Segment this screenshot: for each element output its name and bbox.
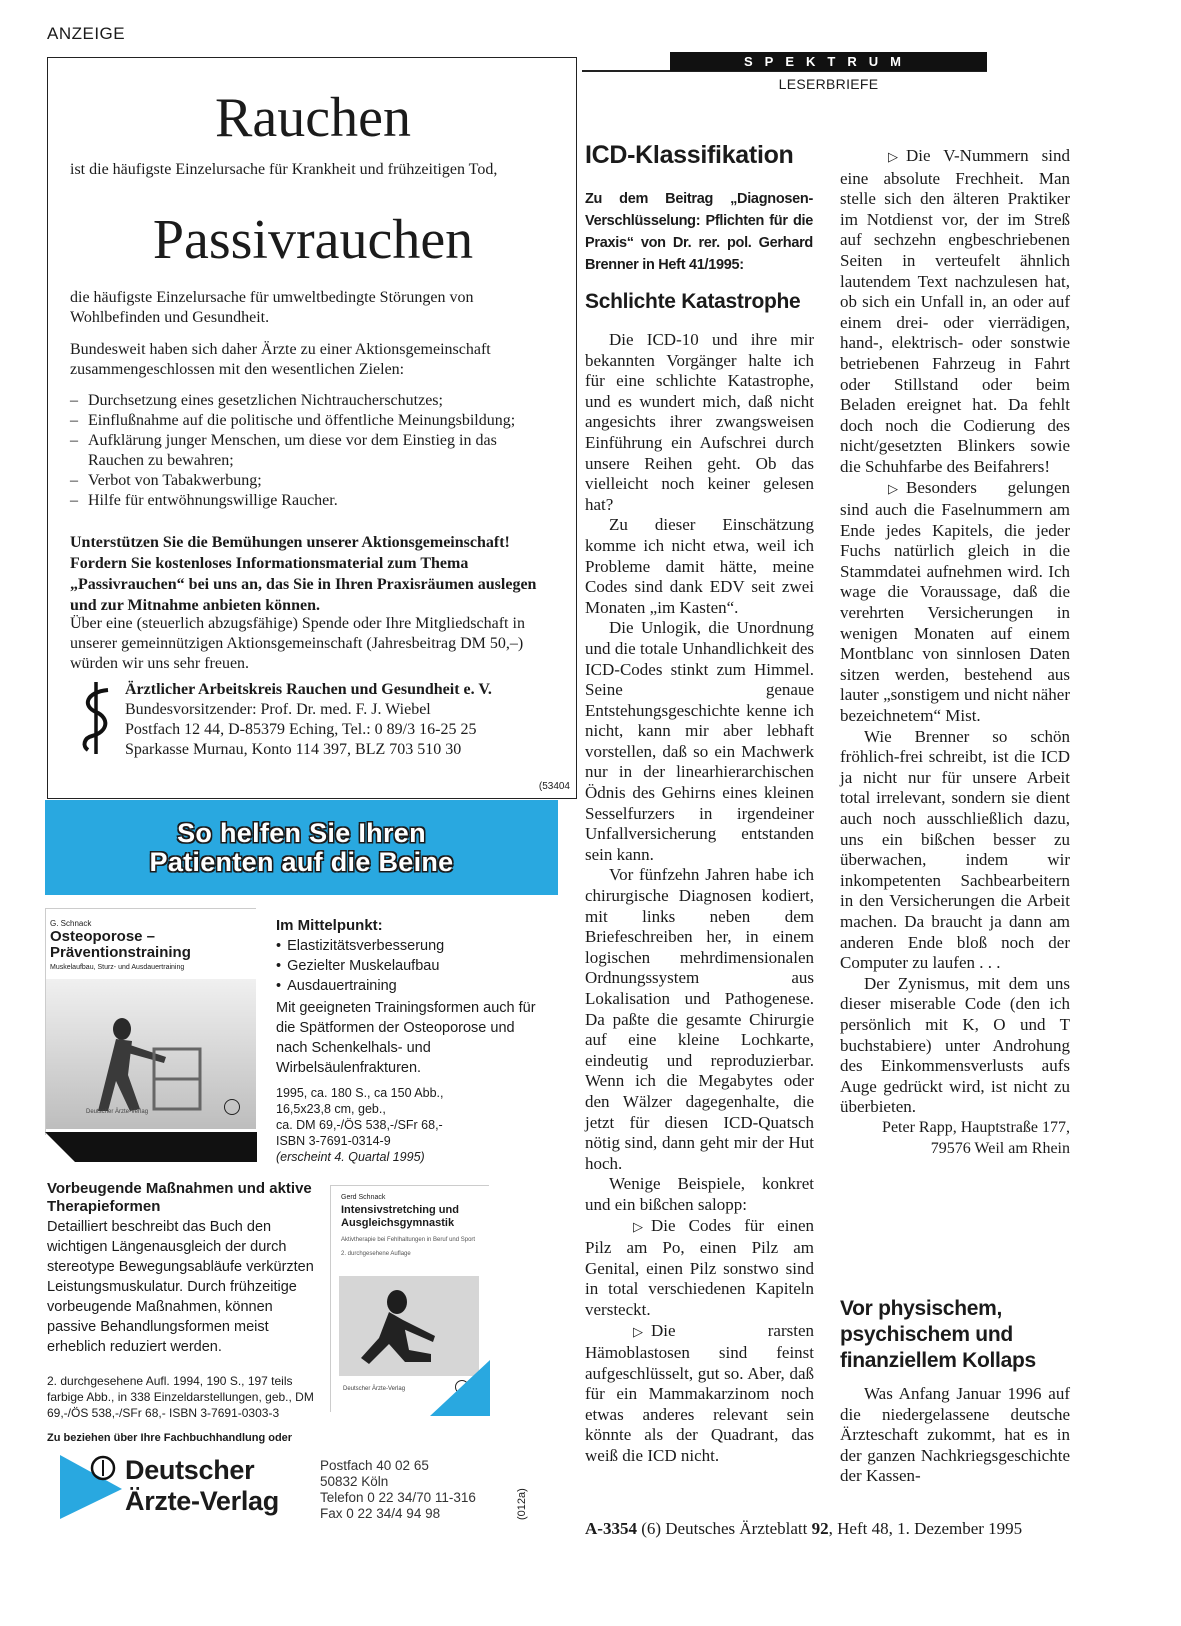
caduceus-icon (78, 680, 114, 756)
publisher-name (125, 1455, 279, 1517)
triangle-bullet-icon: ▷ (888, 150, 898, 165)
ad-code: (012a) (516, 1488, 528, 1520)
book2-details: 2. durchgesehene Aufl. 1994, 190 S., 197 teils farbige Abb., in 338 Einzeldarstellungen, geb., DM 69,-/ÖS 538,-/SFr 68,- ISBN 3-7691-0303-3 (47, 1374, 314, 1420)
bullet-paragraph (840, 146, 1070, 478)
book-shadow (330, 1360, 490, 1416)
article-reference: Zu dem Beitrag „Diagnosen-Verschlüsselung: Pflichten für die Praxis“ von Dr. rer. pol. Gerhard Brenner in Heft 41/1995: (585, 191, 813, 273)
book1-detail-line: ca. DM 69,-/ÖS 538,-/SFr 68,- (276, 1118, 443, 1132)
book-author: G. Schnack (50, 919, 92, 928)
donation-text: Über eine (steuerlich abzugsfähige) Spende oder Ihre Mitgliedschaft in unserer gemeinnützigen Aktionsgemeinschaft (Jahresbeitrag DM 50,–) würden wir uns sehr freuen. (70, 615, 525, 672)
book2-description: Detailliert beschreibt das Buch den wichtigen Längenausgleich der durch stereotype Bewegungsabläufe verkürzten Leistungsmuskulatur. Durch frühzeitige vorbeugende Maßnahmen, können passive Behandlungsformen meist erheblich reduziert werden. (47, 1219, 314, 1355)
ad-title: Rauchen (215, 87, 411, 149)
banner-line: So helfen Sie Ihren (177, 817, 426, 848)
issue-date: , Heft 48, 1. Dezember 1995 (828, 1519, 1023, 1538)
paragraph: Wie Brenner so schön fröhlich-frei schreibt, ist die ICD ja nicht nur für unsere Arbeit total irrelevant, sondern sie dient auch noch ausschließlich dazu, uns ein bißchen besser zu überwachen, indem wir inkompetenten Sachbearbeitern in den Versicherungen die Arbeit machen. Da braucht ja dann am anderen Ende bloß noch der Computer zu laufen . . . (840, 726, 1070, 973)
paragraph: Was Anfang Januar 1996 auf die niedergelassene deutsche Ärzteschaft zukommt, hat es in der ganzen Nachkriegsgeschichte der Kassen- (840, 1384, 1070, 1486)
page-footer (585, 1519, 1105, 1539)
publisher-contact (320, 1458, 476, 1522)
paragraph: Wenige Beispiele, konkret und ein bißchen salopp: (585, 1174, 814, 1214)
contact-line: Fax 0 22 34/4 94 98 (320, 1506, 441, 1521)
letter-signature: Peter Rapp, Hauptstraße 177, 79576 Weil am Rhein (882, 1118, 1070, 1157)
goal-item: – Durchsetzung eines gesetzlichen Nichtraucherschutzes; (70, 391, 556, 411)
letter-column-1 (585, 330, 814, 1467)
goal-item: – Hilfe für entwöhnungswillige Raucher. (70, 491, 556, 511)
publisher-label: Deutscher Ärzte-Verlag (86, 1109, 149, 1115)
bullet-paragraph (585, 1216, 814, 1321)
journal-name: (6) Deutsches Ärzteblatt (636, 1519, 812, 1538)
focus-text: Mit geeigneten Trainingsformen auch für die Spätformen der Osteoporose und nach Schenkelhals- und Wirbelsäulenfrakturen. (276, 1000, 536, 1076)
publisher-name-line: Deutscher (125, 1455, 255, 1485)
triangle-bullet-icon: ▷ (633, 1219, 643, 1235)
page-number: A-3354 (585, 1519, 637, 1538)
order-note: Zu beziehen über Ihre Fachbuchhandlung oder (47, 1432, 293, 1444)
focus-item: • Ausdauertraining (276, 976, 536, 996)
bullet-paragraph (840, 478, 1070, 727)
letter-2-start (840, 1384, 1070, 1487)
advertisement-label: ANZEIGE (47, 24, 126, 43)
contact-line: Telefon 0 22 34/70 11-316 (320, 1490, 476, 1505)
focus-list (276, 936, 536, 996)
letters-headline: ICD-Klassifikation (585, 141, 794, 169)
letter-title: Schlichte Katastrophe (585, 290, 801, 313)
goal-item: – Einflußnahme auf die politische und öffentliche Meinungsbildung; (70, 411, 556, 431)
publisher-name-line: Ärzte-Verlag (125, 1486, 279, 1516)
ad-subtitle-2: die häufigste Einzelursache für umweltbedingte Störungen von Wohlbefinden und Gesundheit. (70, 289, 474, 326)
book-subtitle (341, 1236, 481, 1258)
ad-intro: Bundesweit haben sich daher Ärzte zu einer Aktionsgemeinschaft zusammengeschlossen mit den wesentlichen Zielen: (70, 341, 491, 378)
book1-release-note: (erscheint 4. Quartal 1995) (276, 1150, 425, 1164)
focus-item: • Elastizitätsverbesserung (276, 936, 536, 956)
subsection-header: LESERBRIEFE (778, 76, 879, 92)
paragraph: Die Unlogik, die Unordnung und die totale Unhandlichkeit des ICD-Codes stinkt zum Himmel. Seine genaue Entstehungsgeschichte kenne ich nicht, kann mir aber lebhaft vorstellen, daß so ein Machwerk nur in der linearhierarchischen Ödnis des Gehirns eines kleinen Sesselfurzers in irgendeiner Unfallversicherung entstanden sein kann. (585, 618, 814, 864)
focus-heading: Im Mittelpunkt: (276, 917, 383, 934)
section-header: SPEKTRUM (670, 52, 987, 71)
book2-heading: Vorbeugende Maßnahmen und aktive Therapieformen (47, 1180, 312, 1215)
book-subtitle-text: Aktivtherapie bei Fehlhaltungen in Beruf und Sport (341, 1237, 476, 1243)
bullet-text: Besonders gelungen sind auch die Faselnummern am Ende jedes Kapitels, die jeder Fuchs natürlich gleich in die Stammdatei aufnehmen wird. Ich wage die Voraussage, daß die verehrten Versicherungen in wenigen Monaten auf einem Montblanc von sinnlosen Daten sitzen werden, bestehend aus lauter „sonstigem und nicht näher bezeichnetem“ Mist. (840, 477, 1070, 726)
goal-list (70, 391, 556, 511)
ad-subtitle: ist die häufigste Einzelursache für Krankheit und frühzeitigen Tod, (70, 161, 498, 178)
bullet-text: Die Codes für einen Pilz am Po, einen Pilz am Genital, einen Pilz sonstwo sind in total verschiedenen Kapiteln versteckt. (585, 1215, 814, 1319)
org-address (125, 680, 565, 760)
goal-item: – Aufklärung junger Menschen, um diese vor dem Einstieg in das Rauchen zu bewahren; (70, 431, 556, 471)
book1-details (276, 1085, 536, 1165)
goal-item: – Verbot von Tabakwerbung; (70, 471, 556, 491)
book-title: Osteoporose – Präventionstraining (50, 928, 191, 961)
book1-detail-line: ISBN 3-7691-0314-9 (276, 1134, 391, 1148)
focus-item: • Gezielter Muskelaufbau (276, 956, 536, 976)
ad-rauchen (47, 57, 577, 799)
book1-detail-line: 16,5x23,8 cm, geb., (276, 1102, 386, 1116)
publisher-logo-icon (224, 1099, 240, 1115)
triangle-bullet-icon: ▷ (633, 1324, 643, 1340)
book-shadow (45, 1132, 257, 1162)
paragraph: Zu dieser Einschätzung komme ich nicht etwa, weil ich Probleme damit hätte, meine Codes sind dank EDV seit zwei Monaten „im Kasten“. (585, 515, 814, 617)
ad-code: (53404 (538, 781, 570, 792)
bullet-text: Die V-Nummern sind eine absolute Frechheit. Man stelle sich den älteren Praktiker im Notdienst vor, der im Streß auf sechzehn engbeschriebenen Seiten in verteufelt ähnlich lautendem Text nachzulesen hat, ob sich ein Unfall in, an oder auf einem drei- oder vierrädigen, hand-, elektrisch- oder sonstwie betriebenen Fahrzeug in Fahrt oder Stillstand oder beim Beladen ereignet hat. Da fehlt doch noch die Codierung des nicht/gesetzten Blinkers sowie die Schuhfarbe des Beifahrers! (840, 146, 1070, 476)
banner-headline (150, 819, 454, 877)
paragraph: Der Zynismus, mit dem uns dieser miserable Code (den ich persönlich mit K, O und T buchstabiere) unter Androhung des Einkommensverlusts aufs Auge gedrückt wird, ist nicht zu überbieten. (840, 973, 1070, 1117)
contact-line: Postfach 40 02 65 (320, 1458, 429, 1473)
publisher-label: Deutscher Ärzte-Verlag (343, 1386, 406, 1392)
banner-line: Patienten auf die Beine (149, 846, 454, 877)
book-subtitle: Muskelaufbau, Sturz- und Ausdauertraining (50, 964, 185, 971)
book-title: Intensivstretching und Ausgleichsgymnastik (341, 1204, 459, 1229)
book-edition: 2. durchgesehene Auflage (341, 1251, 411, 1257)
org-line: Sparkasse Murnau, Konto 114 397, BLZ 703 510 30 (125, 741, 462, 758)
triangle-bullet-icon: ▷ (888, 481, 898, 497)
bullet-paragraph (585, 1321, 814, 1467)
letter-title-2: Vor physischem, psychischem und finanziellem Kollaps (840, 1297, 1036, 1372)
book-cover-osteoporose (45, 908, 256, 1135)
book1-detail-line: 1995, ca. 180 S., ca 150 Abb., (276, 1086, 444, 1100)
contact-line: 50832 Köln (320, 1474, 389, 1489)
book-ad-banner (45, 800, 558, 895)
org-name: Ärztlicher Arbeitskreis Rauchen und Gesundheit e. V. (125, 681, 492, 698)
bullet-text: Die rarsten Hämoblastosen sind feinst aufgeschlüsselt, gut so. Aber, daß für ein Mammakarzinom noch etwas anderes relevant sein könnte als der Quadrant, das weiß die ICD nicht. (585, 1320, 814, 1466)
paragraph: Die ICD-10 und ihre mir bekannten Vorgänger halte ich für eine schlichte Katastrophe, und es wundert mich, daß nicht angesichts ihrer zwangsweisen Einführung ein Aufschrei durch unsere Reihen geht. Ob das vielleicht noch keiner gelesen hat? (585, 330, 814, 514)
volume-number: 92 (811, 1519, 829, 1538)
ad-title-2: Passivrauchen (152, 209, 474, 271)
org-line: Bundesvorsitzender: Prof. Dr. med. F. J. Wiebel (125, 701, 431, 718)
publisher-logo-icon (60, 1455, 122, 1519)
book-author: Gerd Schnack (341, 1194, 386, 1201)
paragraph: Vor fünfzehn Jahren habe ich chirurgische Diagnosen kodiert, mit links neben dem Briefeschreiben her, in einem logischen mehrdimensionalen Ordnungssystem aus Lokalisation und Pathogenese. Da paßte die gesamte Chirurgie auf eine kleine Lochkarte, eindeutig und reproduzierbar. Wenn ich die Megabytes oder den Wälzer dagegenhalte, die jetzt für diesen ICD-Quatsch nötig sind, dann geht mir der Hut hoch. (585, 865, 814, 1173)
support-appeal: Unterstützen Sie die Bemühungen unserer Aktionsgemeinschaft! Fordern Sie kostenloses Informationsmaterial zum Thema „Passivrauchen“ bei uns an, das Sie in Ihren Praxisräumen auslegen und zur Mitnahme anbieten können. (70, 534, 537, 614)
org-line: Postfach 12 44, D-85379 Eching, Tel.: 0 89/3 16-25 25 (125, 721, 477, 738)
letter-column-2 (840, 146, 1070, 1159)
